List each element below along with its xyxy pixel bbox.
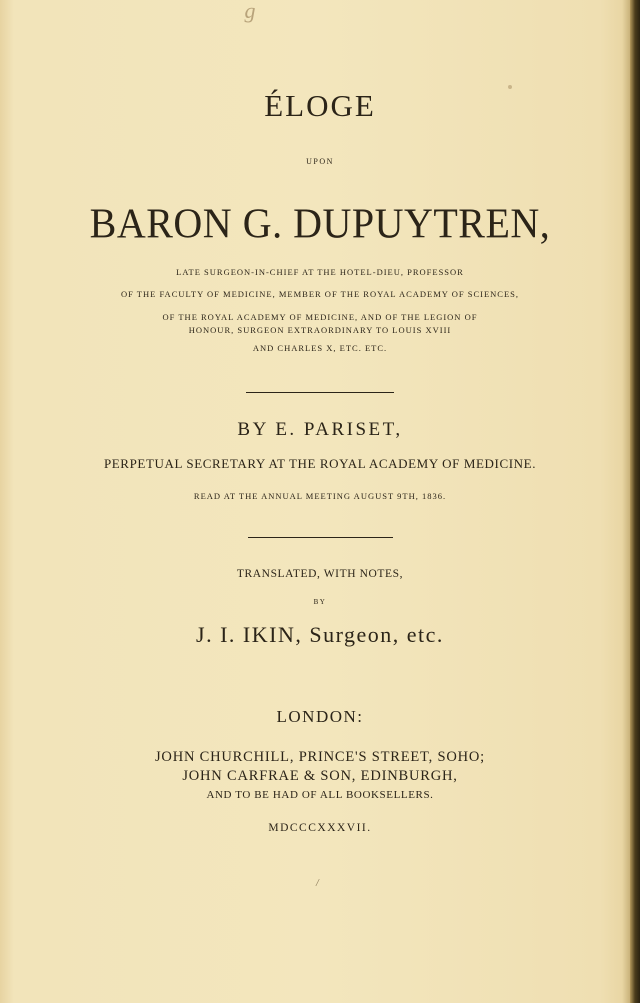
pencil-mark: g <box>244 0 256 23</box>
title: ÉLOGE <box>264 88 376 123</box>
publisher-line-3: AND TO BE HAD OF ALL BOOKSELLERS. <box>206 789 434 801</box>
description-line-4: HONOUR, SURGEON EXTRAORDINARY TO LOUIS XVIII <box>188 325 452 335</box>
description-line-2: OF THE FACULTY OF MEDICINE, MEMBER OF THE ROYAL ACADEMY OF SCIENCES, <box>120 289 520 299</box>
imprint-year: MDCCCXXXVII. <box>268 822 372 834</box>
description-line-3: OF THE ROYAL ACADEMY OF MEDICINE, AND OF THE LEGION OF <box>162 312 478 322</box>
read-note: READ AT THE ANNUAL MEETING AUGUST 9TH, 1836. <box>193 491 447 501</box>
subject-name: BARON G. DUPUYTREN, <box>89 199 551 248</box>
imprint-city: LONDON: <box>276 707 364 726</box>
description-line-5: AND CHARLES X, ETC. ETC. <box>252 343 388 353</box>
publisher-line-1: JOHN CHURCHILL, PRINCE'S STREET, SOHO; <box>154 749 485 765</box>
divider-rule <box>246 392 394 393</box>
pencil-mark-bottom: / <box>316 878 319 889</box>
divider-rule <box>248 537 393 538</box>
author-title: PERPETUAL SECRETARY AT THE ROYAL ACADEMY OF MEDICINE. <box>103 456 537 471</box>
publisher-line-2: JOHN CARFRAE & SON, EDINBURGH, <box>182 768 458 784</box>
author-line: BY E. PARISET, <box>237 419 403 440</box>
upon-label: UPON <box>306 157 334 166</box>
by-label: BY <box>313 598 327 606</box>
translated-line: TRANSLATED, WITH NOTES, <box>236 568 404 580</box>
description-line-1: LATE SURGEON-IN-CHIEF AT THE HOTEL-DIEU, PROFESSOR <box>176 267 464 277</box>
book-spine-edge <box>630 0 640 1003</box>
translator-name: J. I. IKIN, Surgeon, etc. <box>196 622 444 647</box>
